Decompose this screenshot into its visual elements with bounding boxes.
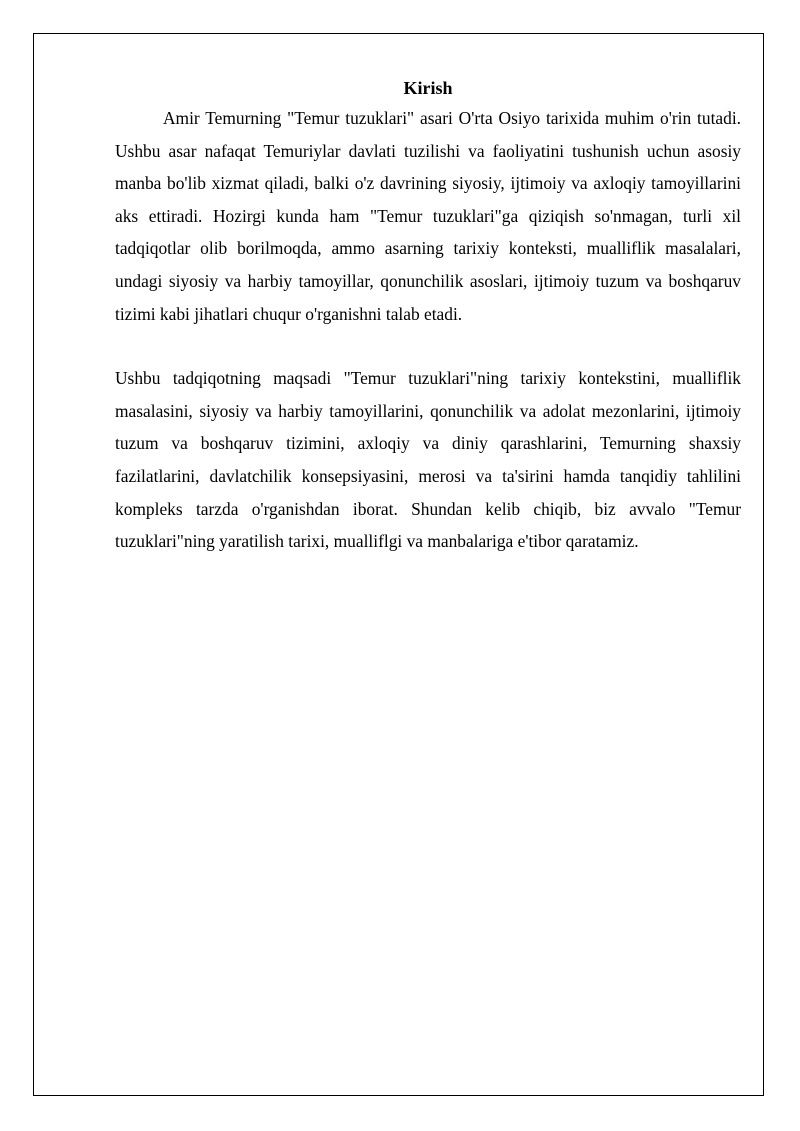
document-title: Kirish: [403, 78, 453, 98]
paragraph-1: Amir Temurning "Temur tuzuklari" asari O'rta Osiyo tarixida muhim o'rin tutadi. Ushbu asar nafaqat Temuriylar davlati tuzilishi va faoliyatini tushunish uchun asosiy manba bo'lib xizmat qiladi, balki o'z davrining siyosiy, ijtimoiy va axloqiy tamoyillarini aks ettiradi. Hozirgi kunda ham "Temur tuzuklari"ga qiziqish so'nmagan, turli xil tadqiqotlar olib borilmoqda, ammo asarning tarixiy konteksti, mualliflik masalalari, undagi siyosiy va harbiy tamoyillar, qonunchilik asoslari, ijtimoiy tuzum va boshqaruv tizimi kabi jihatlari chuqur o'rganishni talab etadi.: [115, 108, 741, 324]
paragraph-2: Ushbu tadqiqotning maqsadi "Temur tuzuklari"ning tarixiy kontekstini, mualliflik masalasini, siyosiy va harbiy tamoyillarini, qonunchilik va adolat mezonlarini, ijtimoiy tuzum va boshqaruv tizimini, axloqiy va diniy qarashlarini, Temurning shaxsiy fazilatlarini, davlatchilik konsepsiyasini, merosi va ta'sirini hamda tanqidiy tahlilini kompleks tarzda o'rganishdan iborat. Shundan kelib chiqib, biz avvalo "Temur tuzuklari"ning yaratilish tarixi, mualliflgi va manbalariga e'tibor qaratamiz.: [115, 368, 741, 552]
document-body: [115, 74, 741, 558]
